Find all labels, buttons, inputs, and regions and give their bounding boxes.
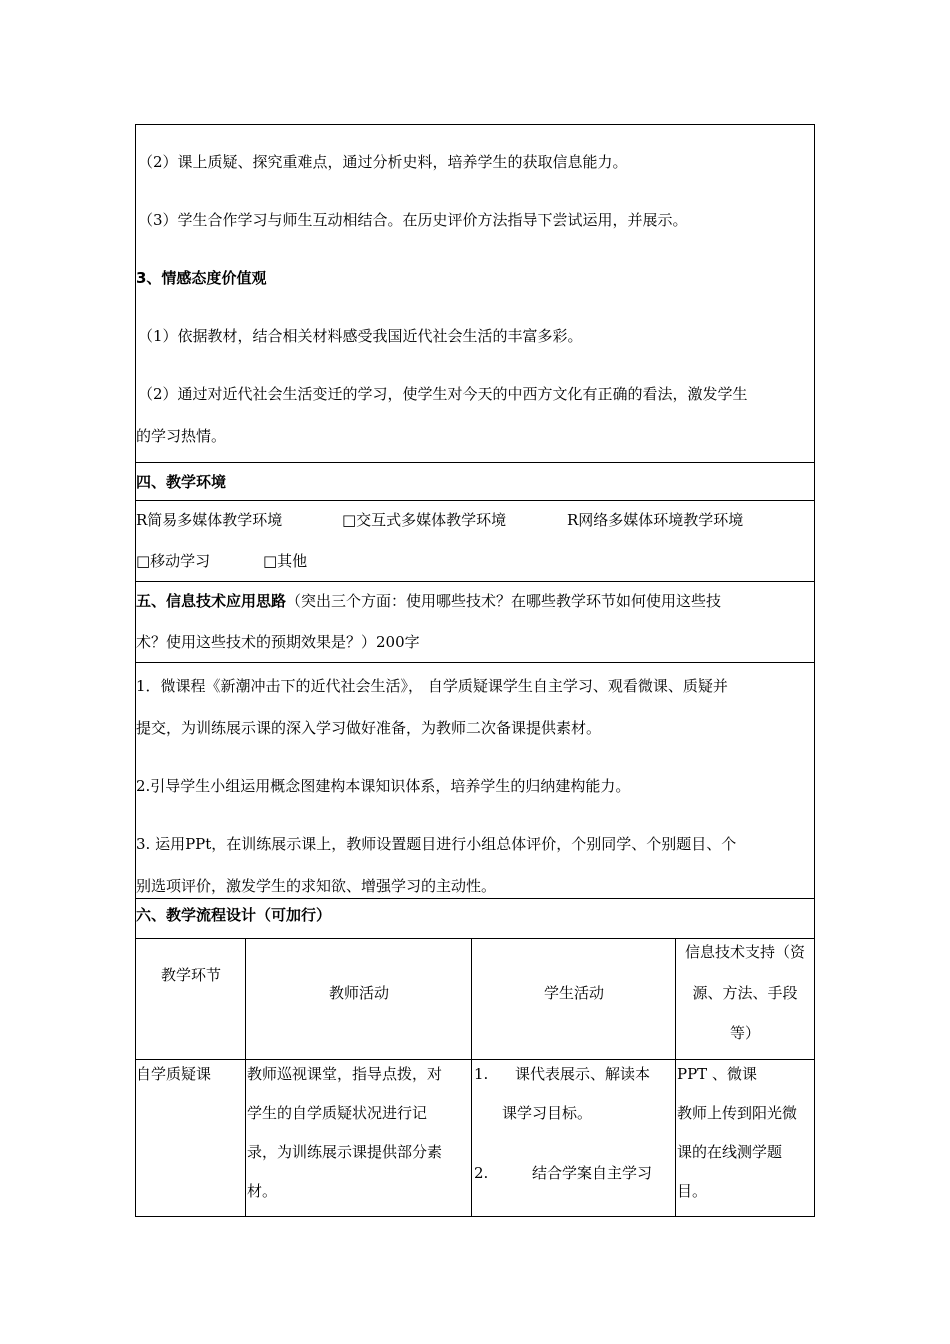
env-option-mobile: □移动学习 — [136, 552, 211, 570]
row-tech-4: 目。 — [677, 1182, 708, 1200]
attitude-line-2b: 的学习热情。 — [136, 427, 227, 445]
header-tech-2: 源、方法、手段 — [692, 984, 798, 1002]
tech-heading: 五、信息技术应用思路 — [136, 592, 287, 610]
header-tech-1: 信息技术支持（资 — [684, 943, 805, 961]
row-student-1b: 课学习目标。 — [502, 1104, 593, 1122]
section-flow-heading — [136, 899, 814, 939]
section-environment-heading — [136, 463, 814, 501]
environment-heading: 四、教学环境 — [136, 473, 227, 491]
flow-heading: 六、教学流程设计（可加行） — [136, 906, 332, 924]
header-row-divider — [136, 1059, 814, 1060]
header-student: 学生活动 — [543, 984, 604, 1002]
attitude-heading: 3、情感态度价值观 — [136, 269, 267, 287]
attitude-line-2a: （2）通过对近代社会生活变迁的学习，使学生对今天的中西方文化有正确的看法，激发学生 — [138, 385, 748, 403]
header-teacher: 教师活动 — [328, 984, 389, 1002]
tech-point-1a: 1．微课程《新潮冲击下的近代社会生活》， 自学质疑课学生自主学习、观看微课、质疑并 — [136, 677, 728, 695]
tech-heading-note: （突出三个方面：使用哪些技术？在哪些教学环节如何使用这些技 — [286, 592, 722, 610]
section-tech-body — [136, 663, 814, 899]
row-teacher-1: 教师巡视课堂，指导点拨，对 — [247, 1065, 443, 1083]
section-objectives — [136, 125, 814, 463]
tech-heading-line-2: 术？使用这些技术的预期效果是？）200字 — [136, 633, 420, 651]
objective-line-3: （3）学生合作学习与师生互动相结合。在历史评价方法指导下尝试运用，并展示。 — [138, 211, 688, 229]
row-stage: 自学质疑课 — [136, 1065, 212, 1083]
document-table — [135, 124, 815, 1217]
col-divider-2 — [471, 939, 472, 1216]
row-tech-1: PPT 、微课 — [677, 1065, 757, 1083]
section-environment-options — [136, 501, 814, 582]
row-student-2: 结合学案自主学习 — [532, 1164, 653, 1182]
env-option-other: □其他 — [263, 552, 308, 570]
tech-point-1b: 提交，为训练展示课的深入学习做好准备，为教师二次备课提供素材。 — [136, 719, 602, 737]
env-option-network: R网络多媒体环境教学环境 — [567, 511, 744, 529]
header-tech-3: 等） — [729, 1024, 760, 1042]
objective-line-2: （2）课上质疑、探究重难点，通过分析史料，培养学生的获取信息能力。 — [138, 153, 628, 171]
tech-point-3b: 别选项评价，激发学生的求知欲、增强学习的主动性。 — [136, 877, 497, 895]
section-tech-heading — [136, 582, 814, 663]
row-teacher-2: 学生的自学质疑状况进行记 — [247, 1104, 428, 1122]
env-option-interactive: □交互式多媒体教学环境 — [342, 511, 507, 529]
row-tech-3: 课的在线测学题 — [677, 1143, 783, 1161]
row-tech-2: 教师上传到阳光微 — [677, 1104, 798, 1122]
attitude-line-1: （1）依据教材，结合相关材料感受我国近代社会生活的丰富多彩。 — [138, 327, 583, 345]
row-teacher-4: 材。 — [247, 1182, 278, 1200]
flow-table — [136, 939, 814, 1216]
env-option-simple: R简易多媒体教学环境 — [136, 511, 283, 529]
header-stage: 教学环节 — [160, 966, 221, 984]
tech-heading-line-1 — [136, 591, 721, 611]
tech-point-2: 2.引导学生小组运用概念图建构本课知识体系，培养学生的归纳建构能力。 — [136, 777, 631, 795]
row-student-num-2: 2. — [474, 1164, 489, 1182]
col-divider-3 — [675, 939, 676, 1216]
tech-point-3a: 3. 运用PPt，在训练展示课上，教师设置题目进行小组总体评价，个别同学、个别题目、个 — [136, 835, 737, 853]
row-student-1a: 课代表展示、解读本 — [515, 1065, 651, 1083]
row-teacher-3: 录，为训练展示课提供部分素 — [247, 1143, 443, 1161]
row-student-num-1: 1. — [474, 1065, 489, 1083]
